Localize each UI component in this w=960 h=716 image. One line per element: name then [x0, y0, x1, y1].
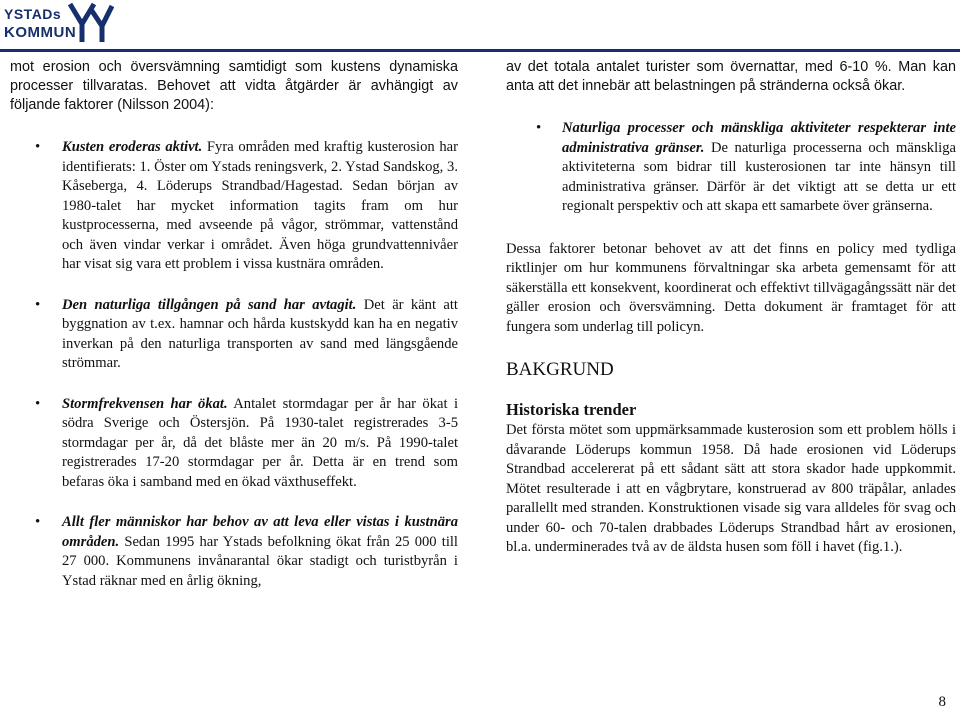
logo-line1: YSTADs	[4, 6, 62, 22]
bullet-text: Det är känt att byggnation av t.ex. hamnar och hårda kustskydd kan ha en negativ inverkan på den naturliga transporten av sand med längsgående strömmar.	[62, 296, 458, 371]
factor-list	[10, 138, 458, 591]
bullet-title: Stormfrekvensen har ökat.	[62, 395, 228, 412]
history-paragraph: Det första mötet som uppmärksammade kusterosion som ett problem hölls i dåvarande Löderups kommun 1958. Då hade erosionen vid Löderups Strandbad accelererat på ett sådant sätt att stora skador hade uppkommit. Mötet resulterade i att en vågbrytare, konstruerad av 800 träpålar, anlades parallellt med stranden. Konstruktionen visade sig vara alldeles för svag och under 60- och 70-talen drabbades Löderups Strandbad hårt av erosionen, bl.a. underminerades två av de äldsta husen som föll i havet (fig.1.).	[506, 422, 956, 555]
list-item	[10, 513, 458, 591]
bullet-text: Sedan 1995 har Ystads befolkning ökat från 25 000 till 27 000. Kommunens invånarantal ökar stadigt och turistbyrån i Ystad räknar med en årlig ökning,	[62, 533, 458, 589]
subsection-heading: Historiska trender	[506, 399, 637, 419]
bullet-title: Naturliga processer och mänskliga aktiviteter respekterar inte administrativa gränser.	[562, 120, 956, 156]
logo-line2: KOMMUN	[4, 24, 77, 41]
bullet-icon: •	[35, 514, 41, 530]
ystad-kommun-logo	[0, 0, 116, 46]
bullet-title: Kusten eroderas aktivt.	[62, 139, 203, 155]
bullet-text: Fyra områden med kraftig kusterosion har identifierats: 1. Öster om Ystads reningsverk, 2. Ystad Sandskog, 3. Kåseberga, 4. Löderups Strandbad/Hagestad. Sedan början av 1980-talet har mycket information tagits fram om hur kustprocesserna, med avseende på vågor, strömmar, vattenstånd och även vindar verkar i området. Även höga grundvattennivåer har visat sig vara ett problem i vissa kustnära områden.	[62, 139, 458, 272]
page-number: 8	[938, 694, 946, 710]
bullet-icon: •	[536, 120, 542, 136]
logo-emblem-icon	[68, 2, 114, 44]
left-intro: mot erosion och översvämning samtidigt som kustens dynamiska processer tillvaratas. Behovet att vidta åtgärder är avhängigt av följande faktorer (Nilsson 2004):	[10, 59, 458, 113]
bullet-text: Antalet stormdagar per år har ökat i södra Sverige och Östersjön. På 1930-talet registrerades 3-5 stormdagar per år, då det blåste mer än 20 m/s. På 1990-talet registrerades 17-20 stormdagar per år. Detta är en trend som befaras öka i samband med en ökad växthuseffekt.	[62, 395, 459, 490]
list-item	[10, 296, 458, 374]
header-rule	[0, 49, 960, 52]
policy-paragraph: Dessa faktorer betonar behovet av att det finns en policy med tydliga riktlinjer om hur kommunens förvaltningar ska arbeta gemensamt för att säkerställa ett konsekvent, koordinerat och effektivt tillvägagångssätt när det gäller erosion och översvämning. Detta dokument är framtaget för att fungera som underlag till policyn.	[506, 240, 956, 335]
bullet-title: Den naturliga tillgången på sand har avtagit.	[62, 296, 357, 313]
right-column	[506, 58, 956, 558]
section-heading: BAKGRUND	[506, 359, 614, 380]
factor-list-continued	[506, 119, 956, 217]
bullet-text: De naturliga processerna och mänskliga aktiviteterna som bidrar till kusterosionen tar inte hänsyn till administrativa gränser. Därför är det viktigt att se detta ur ett regionalt perspektiv och att skapa ett samarbete över gränserna.	[562, 139, 956, 214]
list-item	[10, 395, 458, 493]
list-item	[506, 119, 956, 217]
bullet-icon: •	[35, 395, 41, 412]
bullet-title: Allt fler människor har behov av att leva eller vistas i kustnära områden.	[62, 514, 458, 550]
right-intro: av det totala antalet turister som övernattar, med 6-10 %. Man kan anta att det innebär att belastningen på stränderna också ökar.	[506, 59, 956, 94]
bullet-icon: •	[35, 296, 41, 313]
list-item	[10, 138, 458, 275]
left-column	[10, 58, 458, 591]
bullet-icon: •	[35, 139, 41, 155]
